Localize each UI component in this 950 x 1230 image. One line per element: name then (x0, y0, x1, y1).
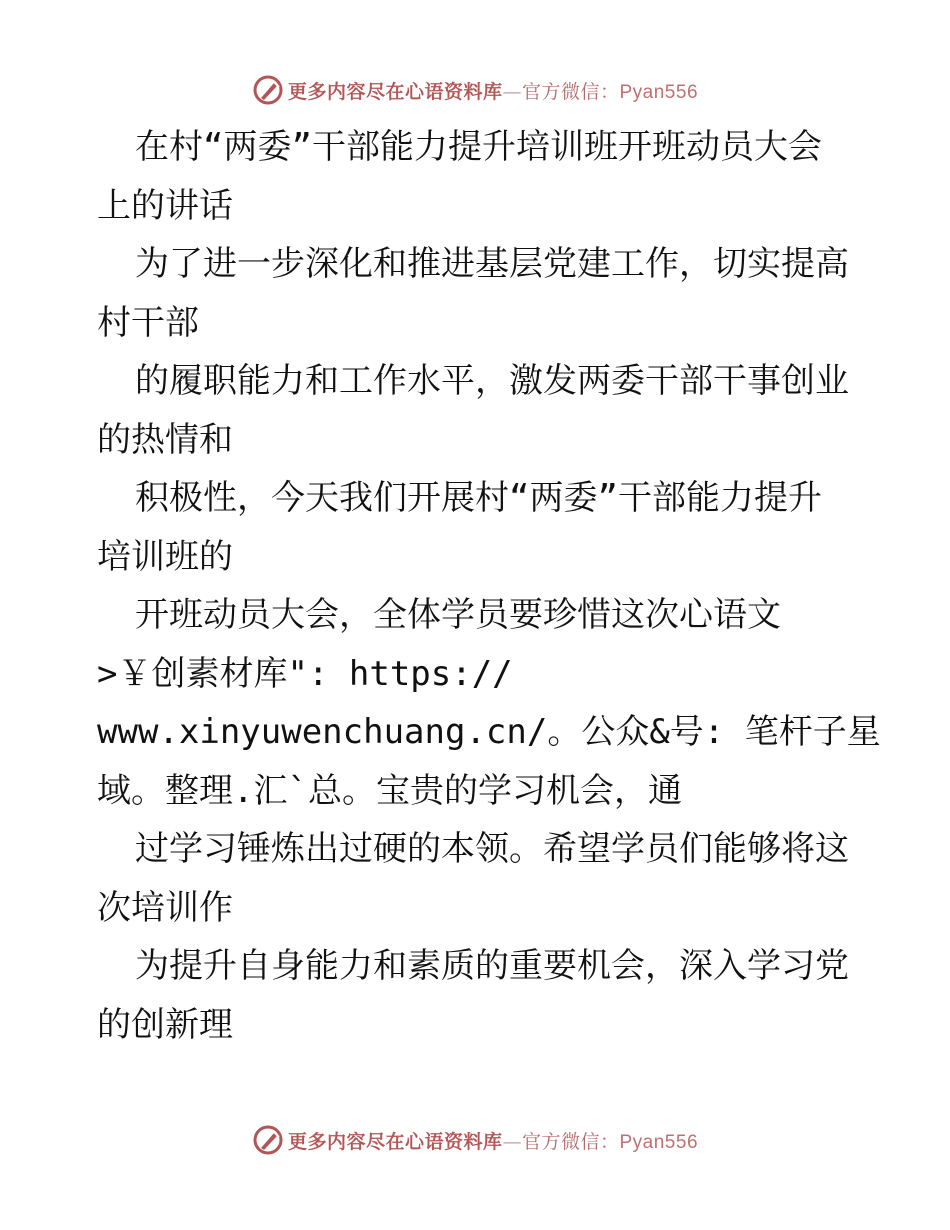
body-line: 积极性，今天我们开展村“两委”干部能力提升 (135, 478, 822, 518)
body-line: 的热情和 (97, 419, 233, 460)
body-line: 过学习锤炼出过硬的本领。希望学员们能够将这 (135, 829, 849, 869)
body-line: 次培训作 (97, 887, 233, 928)
body-line: 上的讲话 (97, 185, 233, 226)
footer-banner-text (288, 1127, 698, 1154)
body-line: 在村“两委”干部能力提升培训班开班动员大会 (135, 127, 822, 167)
header-banner (0, 70, 950, 110)
header-banner-tail: 官方微信： (521, 80, 620, 103)
body-line: 培训班的 (97, 536, 233, 577)
body-line: 的创新理 (97, 1004, 233, 1045)
footer-banner-tail: 官方微信： (521, 1130, 620, 1153)
header-banner-text (288, 77, 698, 104)
body-line: 的履职能力和工作水平，激发两委干部干事创业 (135, 361, 849, 401)
quill-pen-logo-icon (252, 74, 284, 106)
footer-banner-title: 更多内容尽在心语资料库 (287, 1130, 503, 1153)
header-banner-account: Pyan556 (619, 81, 699, 103)
body-line: 域。整理.汇`总。宝贵的学习机会，通 (97, 770, 682, 811)
footer-banner-account: Pyan556 (619, 1131, 699, 1153)
body-line: 开班动员大会，全体学员要珍惜这次心语文 (135, 595, 781, 635)
header-banner-dash: — (502, 80, 522, 103)
body-line: 为提升自身能力和素质的重要机会，深入学习党 (135, 946, 849, 986)
body-line: 村干部 (97, 302, 199, 343)
footer-banner-dash: — (502, 1130, 522, 1153)
body-line: 为了进一步深化和推进基层党建工作，切实提高 (135, 244, 849, 284)
body-line: >￥创素材库": https:// (97, 653, 513, 694)
body-line: www.xinyuwenchuang.cn/。公众&号: 笔杆子星 (97, 712, 881, 752)
header-banner-title: 更多内容尽在心语资料库 (287, 80, 503, 103)
quill-pen-logo-icon (252, 1124, 284, 1156)
footer-banner (0, 1120, 950, 1160)
document-body (97, 118, 881, 1054)
